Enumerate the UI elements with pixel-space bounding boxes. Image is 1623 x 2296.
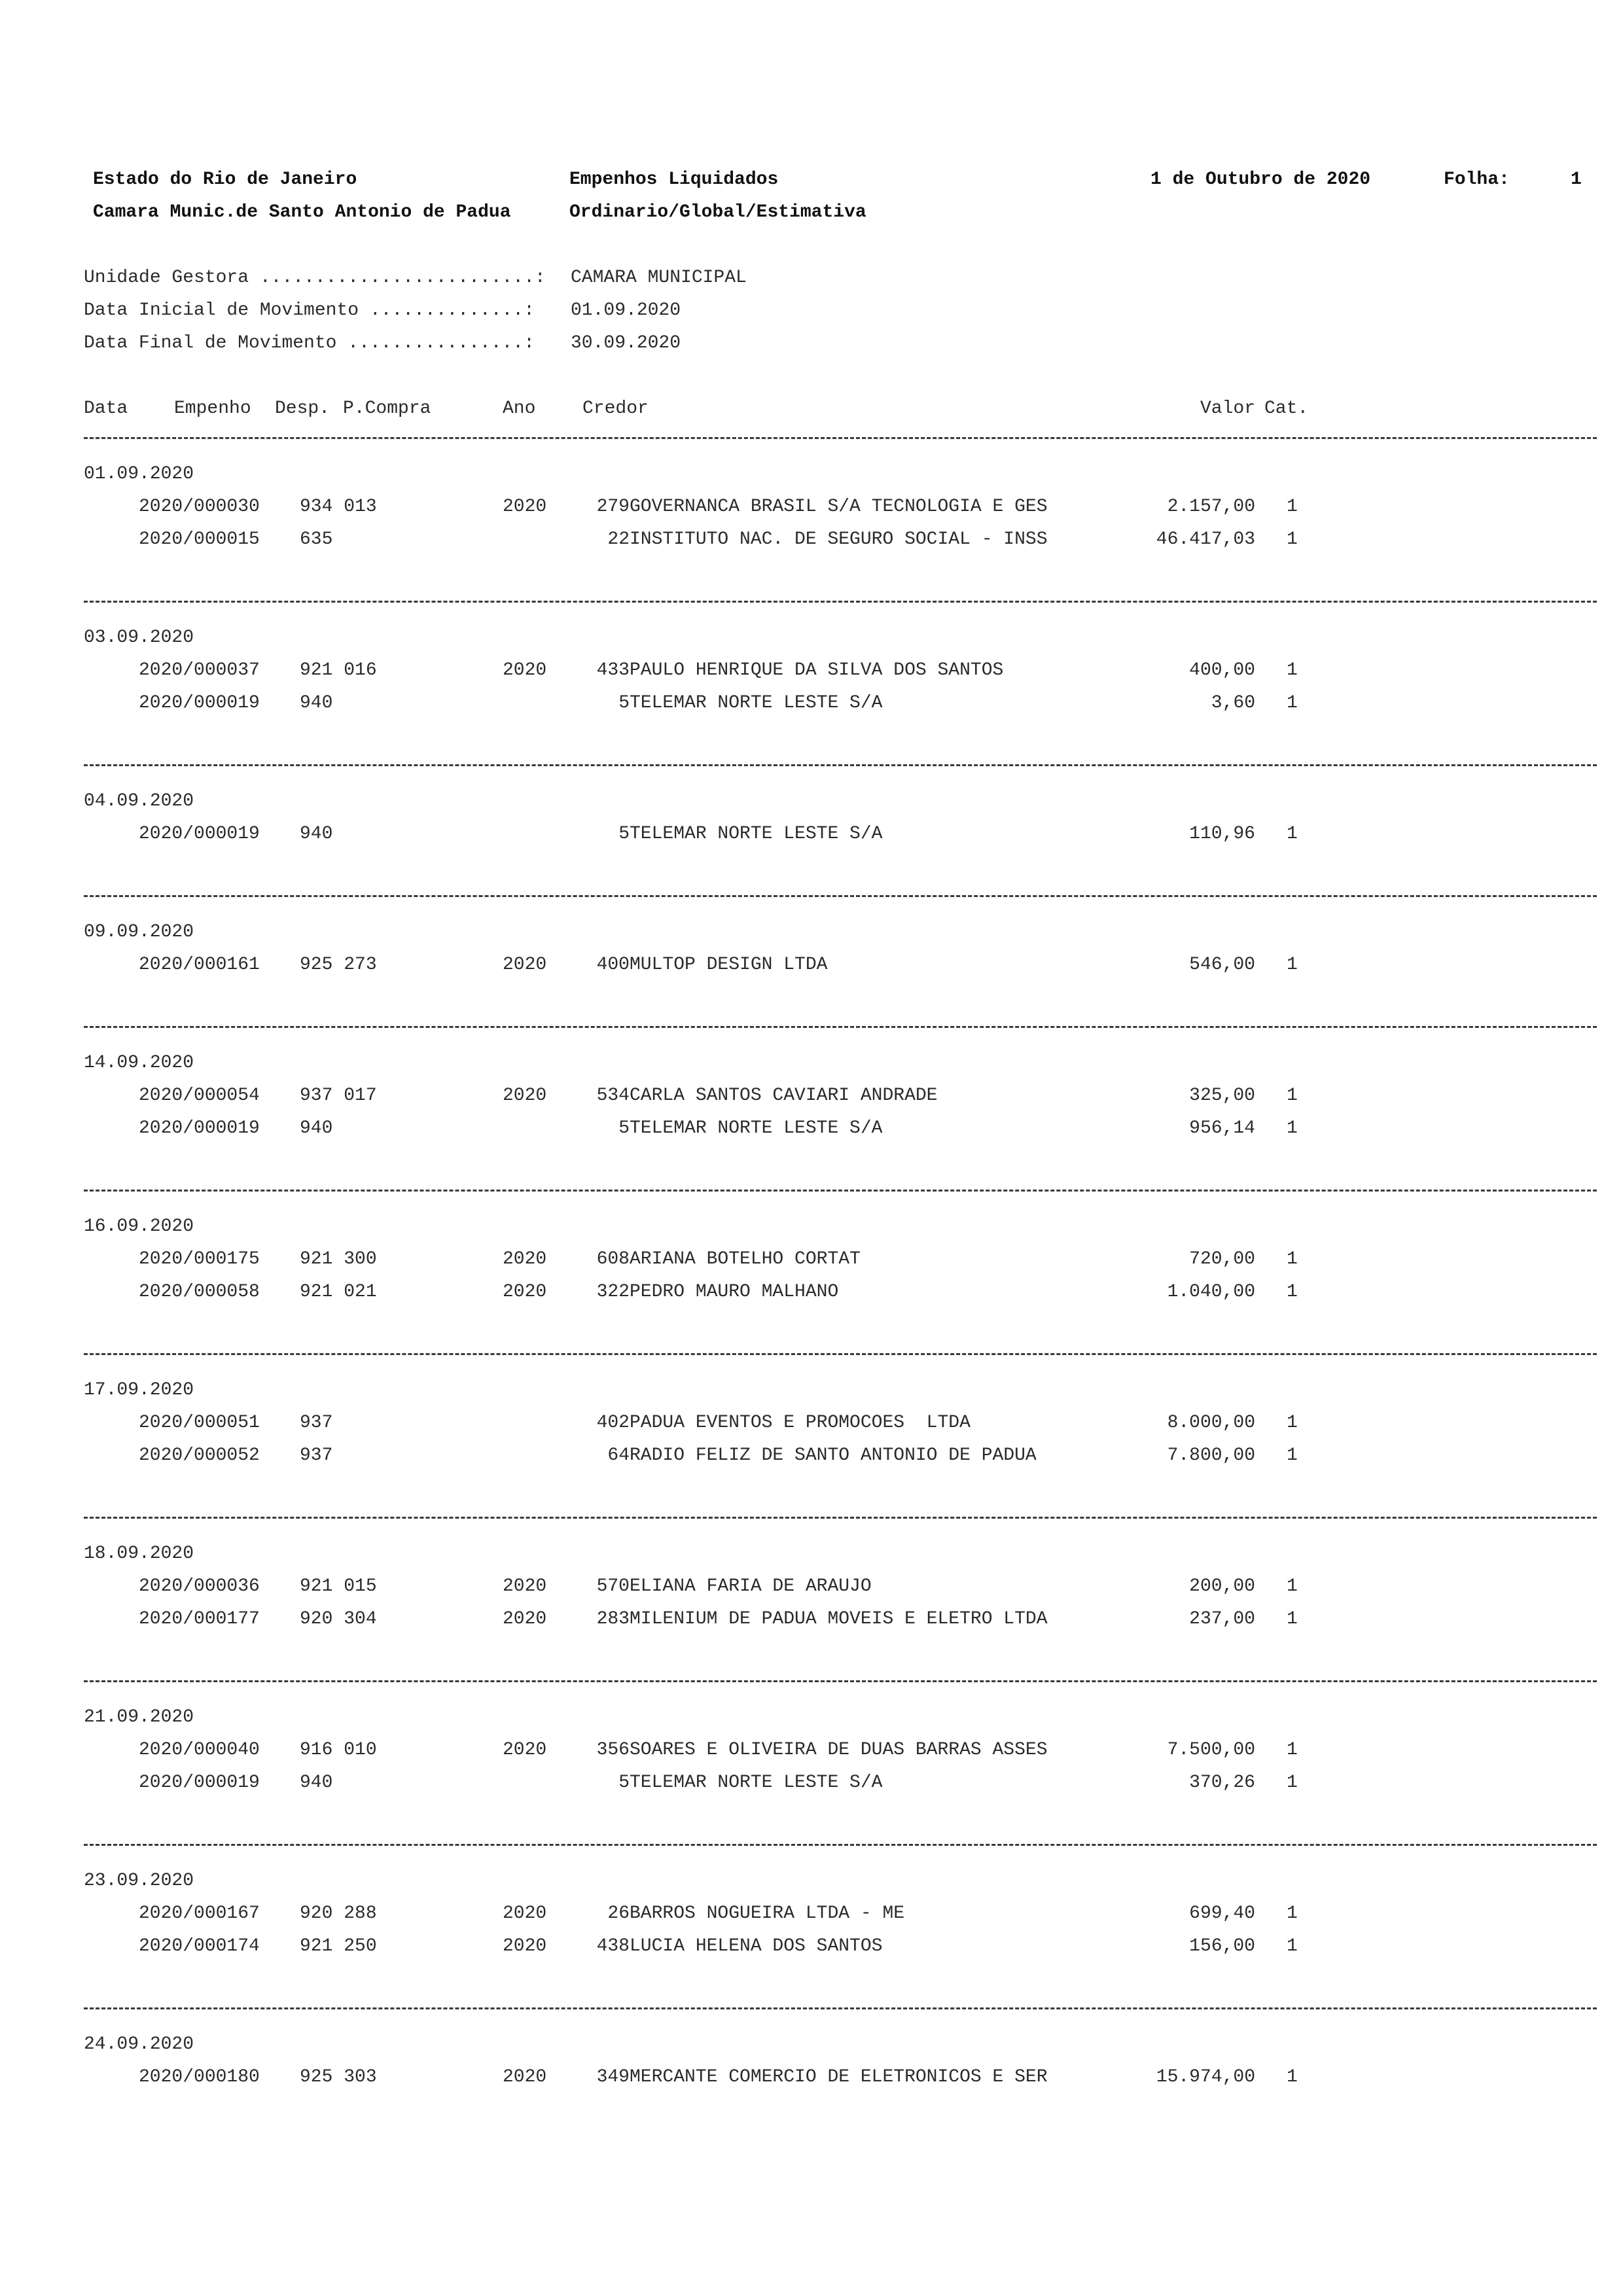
row-desp: 920 304 [300, 1609, 377, 1629]
row-valor: 2.157,00 [1167, 497, 1255, 517]
row-credor-name: PEDRO MAURO MALHANO [630, 1282, 839, 1302]
row-credor-code: 26 [607, 1903, 630, 1924]
row-credor-name: ELIANA FARIA DE ARAUJO [630, 1576, 872, 1597]
row-desp: 921 300 [300, 1249, 377, 1269]
row-empenho: 2020/000051 [139, 1413, 260, 1433]
separator-line [84, 601, 1597, 603]
row-desp: 934 013 [300, 497, 377, 517]
row-cat: 1 [1287, 1118, 1298, 1139]
group-date: 09.09.2020 [84, 922, 194, 942]
separator-line [84, 1353, 1597, 1355]
row-ano: 2020 [503, 1249, 547, 1269]
col-header-empenho: Empenho [174, 398, 251, 419]
group-date: 14.09.2020 [84, 1053, 194, 1073]
row-credor-code: 22 [607, 529, 630, 550]
row-credor-code: 608 [596, 1249, 630, 1269]
row-empenho: 2020/000019 [139, 1118, 260, 1139]
row-ano: 2020 [503, 1282, 547, 1302]
row-desp: 925 273 [300, 955, 377, 975]
row-credor-name: ARIANA BOTELHO CORTAT [630, 1249, 861, 1269]
row-credor-name: SOARES E OLIVEIRA DE DUAS BARRAS ASSES [630, 1740, 1048, 1760]
row-credor-code: 279 [596, 497, 630, 517]
col-header-cat: Cat. [1264, 398, 1309, 419]
separator-line [84, 1517, 1597, 1519]
unidade-value: CAMARA MUNICIPAL [571, 268, 747, 288]
row-credor-code: 433 [596, 660, 630, 680]
row-cat: 1 [1287, 955, 1298, 975]
row-ano: 2020 [503, 1903, 547, 1924]
row-valor: 7.500,00 [1167, 1740, 1255, 1760]
group-date: 17.09.2020 [84, 1380, 194, 1400]
header-state: Estado do Rio de Janeiro [93, 169, 357, 190]
row-credor-code: 356 [596, 1740, 630, 1760]
row-ano: 2020 [503, 497, 547, 517]
row-credor-name: CARLA SANTOS CAVIARI ANDRADE [630, 1086, 938, 1106]
row-desp: 940 [300, 1773, 333, 1793]
data-inicial-value: 01.09.2020 [571, 300, 681, 321]
row-empenho: 2020/000167 [139, 1903, 260, 1924]
row-valor: 200,00 [1189, 1576, 1255, 1597]
row-credor-name: TELEMAR NORTE LESTE S/A [630, 824, 883, 844]
row-cat: 1 [1287, 2067, 1298, 2087]
row-valor: 46.417,03 [1156, 529, 1255, 550]
row-empenho: 2020/000175 [139, 1249, 260, 1269]
row-valor: 720,00 [1189, 1249, 1255, 1269]
col-header-pcompra: P.Compra [343, 398, 431, 419]
row-ano: 2020 [503, 2067, 547, 2087]
group-date: 18.09.2020 [84, 1544, 194, 1564]
row-empenho: 2020/000161 [139, 955, 260, 975]
row-valor: 400,00 [1189, 660, 1255, 680]
row-credor-code: 5 [618, 824, 630, 844]
row-empenho: 2020/000030 [139, 497, 260, 517]
row-credor-code: 400 [596, 955, 630, 975]
row-desp: 921 016 [300, 660, 377, 680]
row-cat: 1 [1287, 660, 1298, 680]
row-desp: 921 015 [300, 1576, 377, 1597]
row-credor-name: RADIO FELIZ DE SANTO ANTONIO DE PADUA [630, 1445, 1037, 1466]
row-credor-name: BARROS NOGUEIRA LTDA - ME [630, 1903, 905, 1924]
row-cat: 1 [1287, 529, 1298, 550]
row-cat: 1 [1287, 1413, 1298, 1433]
row-ano: 2020 [503, 955, 547, 975]
row-desp: 635 [300, 529, 333, 550]
separator-line [84, 1026, 1597, 1028]
row-credor-code: 438 [596, 1936, 630, 1956]
row-valor: 156,00 [1189, 1936, 1255, 1956]
folha-value: 1 [1571, 169, 1582, 190]
row-desp: 920 288 [300, 1903, 377, 1924]
row-valor: 956,14 [1189, 1118, 1255, 1139]
row-empenho: 2020/000040 [139, 1740, 260, 1760]
row-empenho: 2020/000036 [139, 1576, 260, 1597]
row-desp: 937 [300, 1445, 333, 1466]
group-date: 01.09.2020 [84, 464, 194, 484]
data-final-label: Data Final de Movimento ................: [84, 333, 535, 353]
row-credor-code: 402 [596, 1413, 630, 1433]
group-date: 24.09.2020 [84, 2034, 194, 2055]
row-valor: 15.974,00 [1156, 2067, 1255, 2087]
row-empenho: 2020/000052 [139, 1445, 260, 1466]
row-cat: 1 [1287, 824, 1298, 844]
row-cat: 1 [1287, 1445, 1298, 1466]
row-cat: 1 [1287, 1609, 1298, 1629]
group-date: 23.09.2020 [84, 1871, 194, 1891]
row-credor-code: 64 [607, 1445, 630, 1466]
row-desp: 940 [300, 824, 333, 844]
row-valor: 8.000,00 [1167, 1413, 1255, 1433]
folha-label: Folha: [1444, 169, 1510, 190]
col-header-credor: Credor [582, 398, 649, 419]
row-ano: 2020 [503, 660, 547, 680]
separator-line [84, 1190, 1597, 1192]
report-subtitle: Ordinario/Global/Estimativa [569, 202, 866, 222]
row-empenho: 2020/000037 [139, 660, 260, 680]
separator-line [84, 437, 1597, 439]
separator-line [84, 764, 1597, 766]
row-credor-name: INSTITUTO NAC. DE SEGURO SOCIAL - INSS [630, 529, 1048, 550]
row-empenho: 2020/000019 [139, 1773, 260, 1793]
separator-line [84, 1844, 1597, 1846]
row-cat: 1 [1287, 1282, 1298, 1302]
row-credor-name: GOVERNANCA BRASIL S/A TECNOLOGIA E GES [630, 497, 1048, 517]
row-empenho: 2020/000015 [139, 529, 260, 550]
row-credor-code: 534 [596, 1086, 630, 1106]
row-credor-name: TELEMAR NORTE LESTE S/A [630, 693, 883, 713]
row-ano: 2020 [503, 1609, 547, 1629]
row-empenho: 2020/000058 [139, 1282, 260, 1302]
row-credor-name: PAULO HENRIQUE DA SILVA DOS SANTOS [630, 660, 1004, 680]
row-desp: 925 303 [300, 2067, 377, 2087]
row-cat: 1 [1287, 1249, 1298, 1269]
row-cat: 1 [1287, 1086, 1298, 1106]
row-credor-name: LUCIA HELENA DOS SANTOS [630, 1936, 883, 1956]
row-valor: 3,60 [1211, 693, 1255, 713]
col-header-ano: Ano [503, 398, 536, 419]
row-valor: 7.800,00 [1167, 1445, 1255, 1466]
row-credor-code: 322 [596, 1282, 630, 1302]
row-cat: 1 [1287, 1903, 1298, 1924]
row-desp: 921 021 [300, 1282, 377, 1302]
row-valor: 546,00 [1189, 955, 1255, 975]
row-credor-code: 5 [618, 1118, 630, 1139]
separator-line [84, 2007, 1597, 2009]
row-cat: 1 [1287, 497, 1298, 517]
row-credor-code: 5 [618, 693, 630, 713]
row-empenho: 2020/000054 [139, 1086, 260, 1106]
row-cat: 1 [1287, 1936, 1298, 1956]
report-title: Empenhos Liquidados [569, 169, 779, 190]
unidade-label: Unidade Gestora .........................: [84, 268, 546, 288]
row-desp: 940 [300, 693, 333, 713]
row-desp: 937 [300, 1413, 333, 1433]
header-chamber: Camara Munic.de Santo Antonio de Padua [93, 202, 511, 222]
group-date: 21.09.2020 [84, 1707, 194, 1727]
row-credor-code: 283 [596, 1609, 630, 1629]
row-cat: 1 [1287, 693, 1298, 713]
row-empenho: 2020/000174 [139, 1936, 260, 1956]
report-date: 1 de Outubro de 2020 [1150, 169, 1371, 190]
row-ano: 2020 [503, 1936, 547, 1956]
row-valor: 110,96 [1189, 824, 1255, 844]
row-empenho: 2020/000019 [139, 693, 260, 713]
row-cat: 1 [1287, 1773, 1298, 1793]
row-valor: 699,40 [1189, 1903, 1255, 1924]
row-cat: 1 [1287, 1576, 1298, 1597]
row-credor-code: 5 [618, 1773, 630, 1793]
col-header-data: Data [84, 398, 128, 419]
row-valor: 325,00 [1189, 1086, 1255, 1106]
row-empenho: 2020/000180 [139, 2067, 260, 2087]
group-date: 04.09.2020 [84, 791, 194, 811]
col-header-valor: Valor [1200, 398, 1255, 419]
row-credor-name: PADUA EVENTOS E PROMOCOES LTDA [630, 1413, 971, 1433]
separator-line [84, 895, 1597, 897]
separator-line [84, 1680, 1597, 1682]
group-date: 16.09.2020 [84, 1216, 194, 1237]
group-date: 03.09.2020 [84, 627, 194, 648]
data-final-value: 30.09.2020 [571, 333, 681, 353]
row-valor: 1.040,00 [1167, 1282, 1255, 1302]
row-empenho: 2020/000019 [139, 824, 260, 844]
row-credor-code: 570 [596, 1576, 630, 1597]
row-credor-code: 349 [596, 2067, 630, 2087]
row-desp: 921 250 [300, 1936, 377, 1956]
row-desp: 916 010 [300, 1740, 377, 1760]
row-credor-name: MILENIUM DE PADUA MOVEIS E ELETRO LTDA [630, 1609, 1048, 1629]
row-cat: 1 [1287, 1740, 1298, 1760]
data-inicial-label: Data Inicial de Movimento ..............: [84, 300, 535, 321]
row-desp: 940 [300, 1118, 333, 1139]
row-ano: 2020 [503, 1576, 547, 1597]
row-ano: 2020 [503, 1086, 547, 1106]
row-credor-name: TELEMAR NORTE LESTE S/A [630, 1773, 883, 1793]
col-header-desp: Desp. [275, 398, 330, 419]
row-credor-name: MERCANTE COMERCIO DE ELETRONICOS E SER [630, 2067, 1048, 2087]
row-credor-name: MULTOP DESIGN LTDA [630, 955, 828, 975]
row-valor: 237,00 [1189, 1609, 1255, 1629]
row-ano: 2020 [503, 1740, 547, 1760]
row-desp: 937 017 [300, 1086, 377, 1106]
row-empenho: 2020/000177 [139, 1609, 260, 1629]
row-credor-name: TELEMAR NORTE LESTE S/A [630, 1118, 883, 1139]
row-valor: 370,26 [1189, 1773, 1255, 1793]
